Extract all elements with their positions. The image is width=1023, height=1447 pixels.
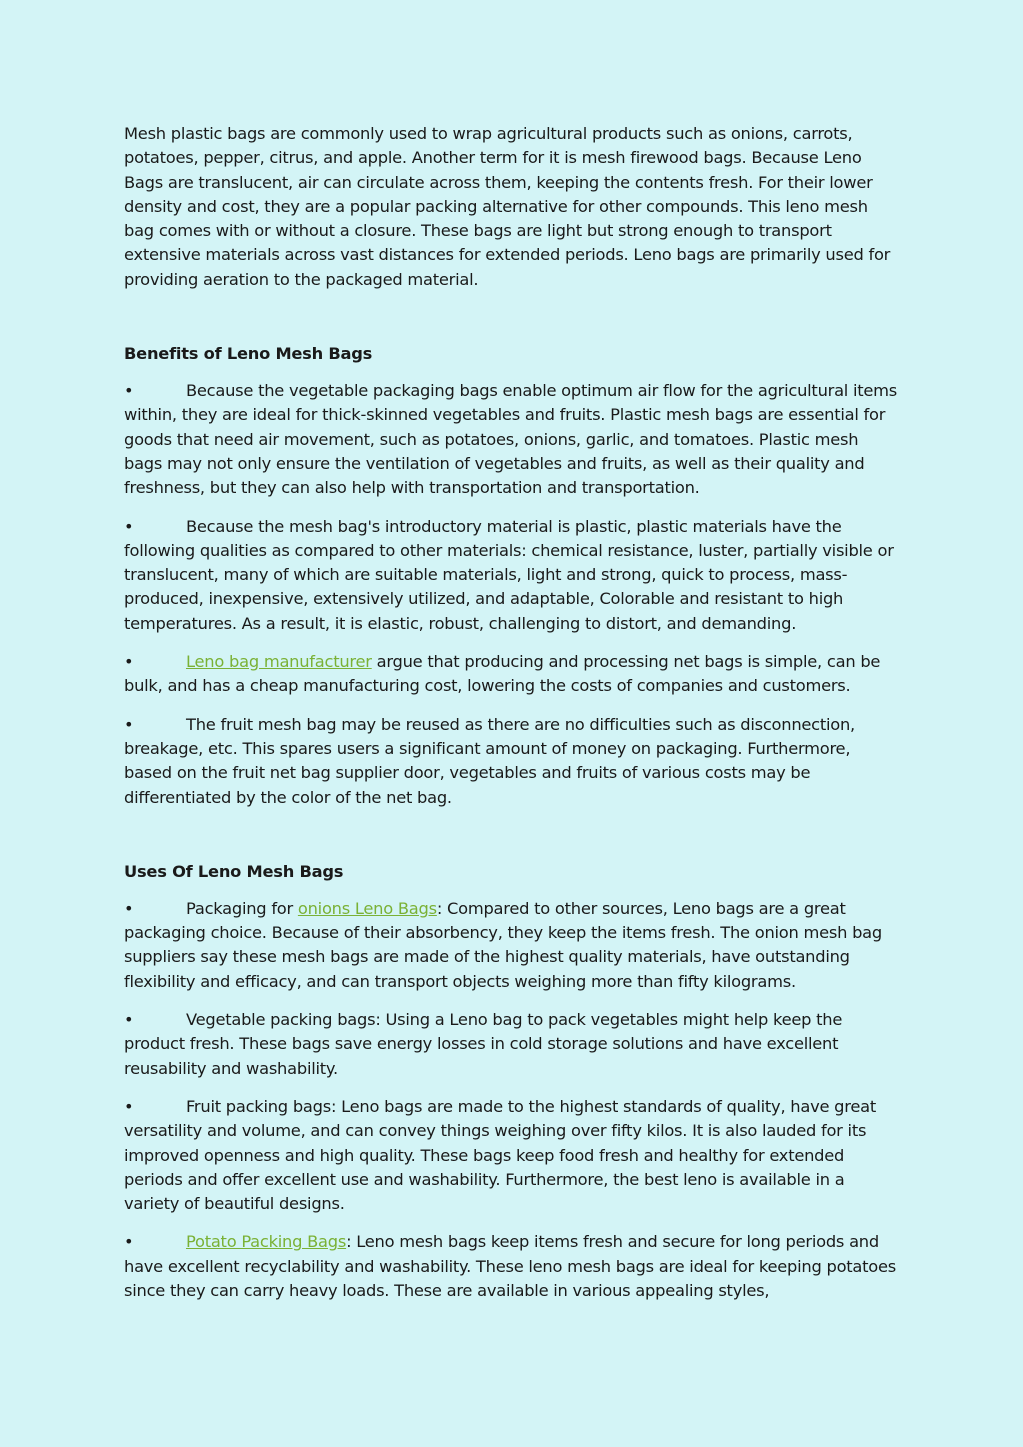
onions-leno-bags-link[interactable]: onions Leno Bags <box>297 898 437 918</box>
benefits-heading: Benefits of Leno Mesh Bags <box>124 344 373 364</box>
bullet-icon: • <box>124 1010 134 1030</box>
document-page <box>124 122 900 1317</box>
uses-item-prefix: Packaging for <box>186 898 298 918</box>
benefits-item <box>124 515 900 636</box>
bullet-icon: • <box>124 1232 134 1252</box>
uses-item <box>124 1095 900 1216</box>
bullet-icon: • <box>124 1096 134 1116</box>
uses-item <box>124 897 900 994</box>
intro-paragraph: Mesh plastic bags are commonly used to wrap agricultural products such as onions, carrots, potatoes, pepper, citrus, and apple. Another term for it is mesh firewood bags. Because Leno Bags are translucent, air can circulate across them, keeping the contents fresh. For their lower density and cost, they are a popular packing alternative for other compounds. This leno mesh bag comes with or without a closure. These bags are light but strong enough to transport extensive materials across vast distances for extended periods. Leno bags are primarily used for providing aeration to the packaged material. <box>124 124 891 289</box>
uses-item <box>124 1230 900 1303</box>
uses-item-text: Vegetable packing bags: Using a Leno bag to pack vegetables might help keep the product fresh. These bags save energy losses in cold storage solutions and have excellent reusability and washability. <box>124 1010 843 1078</box>
uses-heading: Uses Of Leno Mesh Bags <box>124 861 344 881</box>
bullet-icon: • <box>124 898 134 918</box>
uses-item <box>124 1008 900 1081</box>
benefits-item <box>124 650 900 699</box>
bullet-icon: • <box>124 714 134 734</box>
bullet-icon: • <box>124 652 134 672</box>
benefits-item-text: Because the mesh bag's introductory material is plastic, plastic materials have the following qualities as compared to other materials: chemical resistance, luster, partially visible or translucent, many of which are suitable materials, light and strong, quick to process, mass-produced, inexpensive, extensively utilized, and adaptable, Colorable and resistant to high temperatures. As a result, it is elastic, robust, challenging to distort, and demanding. <box>124 516 894 633</box>
benefits-item-text: The fruit mesh bag may be reused as there are no difficulties such as disconnection, breakage, etc. This spares users a significant amount of money on packaging. Furthermore, based on the fruit net bag supplier door, vegetables and fruits of various costs may be differentiated by the color of the net bag. <box>124 714 855 807</box>
bullet-icon: • <box>124 516 134 536</box>
uses-item-text: Fruit packing bags: Leno bags are made to the highest standards of quality, have great versatility and volume, and can convey things weighing over fifty kilos. It is also lauded for its improved openness and high quality. These bags keep food fresh and healthy for extended periods and offer excellent use and washability. Furthermore, the best leno is available in a variety of beautiful designs. <box>124 1096 876 1214</box>
uses-item-text: : Compared to other sources, Leno bags are a great packaging choice. Because of their absorbency, they keep the items fresh. The onion mesh bag suppliers say these mesh bags are made of the highest quality materials, have outstanding flexibility and efficacy, and can transport objects weighing more than fifty kilograms. <box>124 898 882 991</box>
uses-item-text: : Leno mesh bags keep items fresh and secure for long periods and have excellent recyclability and washability. These leno mesh bags are ideal for keeping potatoes since they can carry heavy loads. These are available in various appealing styles, <box>124 1232 896 1300</box>
benefits-item-text: argue that producing and processing net bags is simple, can be bulk, and has a cheap manufacturing cost, lowering the costs of companies and customers. <box>124 652 881 696</box>
potato-packing-bags-link[interactable]: Potato Packing Bags <box>186 1232 347 1252</box>
benefits-item <box>124 713 900 810</box>
benefits-item <box>124 379 900 500</box>
leno-bag-manufacturer-link[interactable]: Leno bag manufacturer <box>186 652 372 672</box>
benefits-item-text: Because the vegetable packaging bags enable optimum air flow for the agricultural items within, they are ideal for thick-skinned vegetables and fruits. Plastic mesh bags are essential for goods that need air movement, such as potatoes, onions, garlic, and tomatoes. Plastic mesh bags may not only ensure the ventilation of vegetables and fruits, as well as their quality and freshness, but they can also help with transportation and transportation. <box>124 381 898 498</box>
bullet-icon: • <box>124 381 134 401</box>
